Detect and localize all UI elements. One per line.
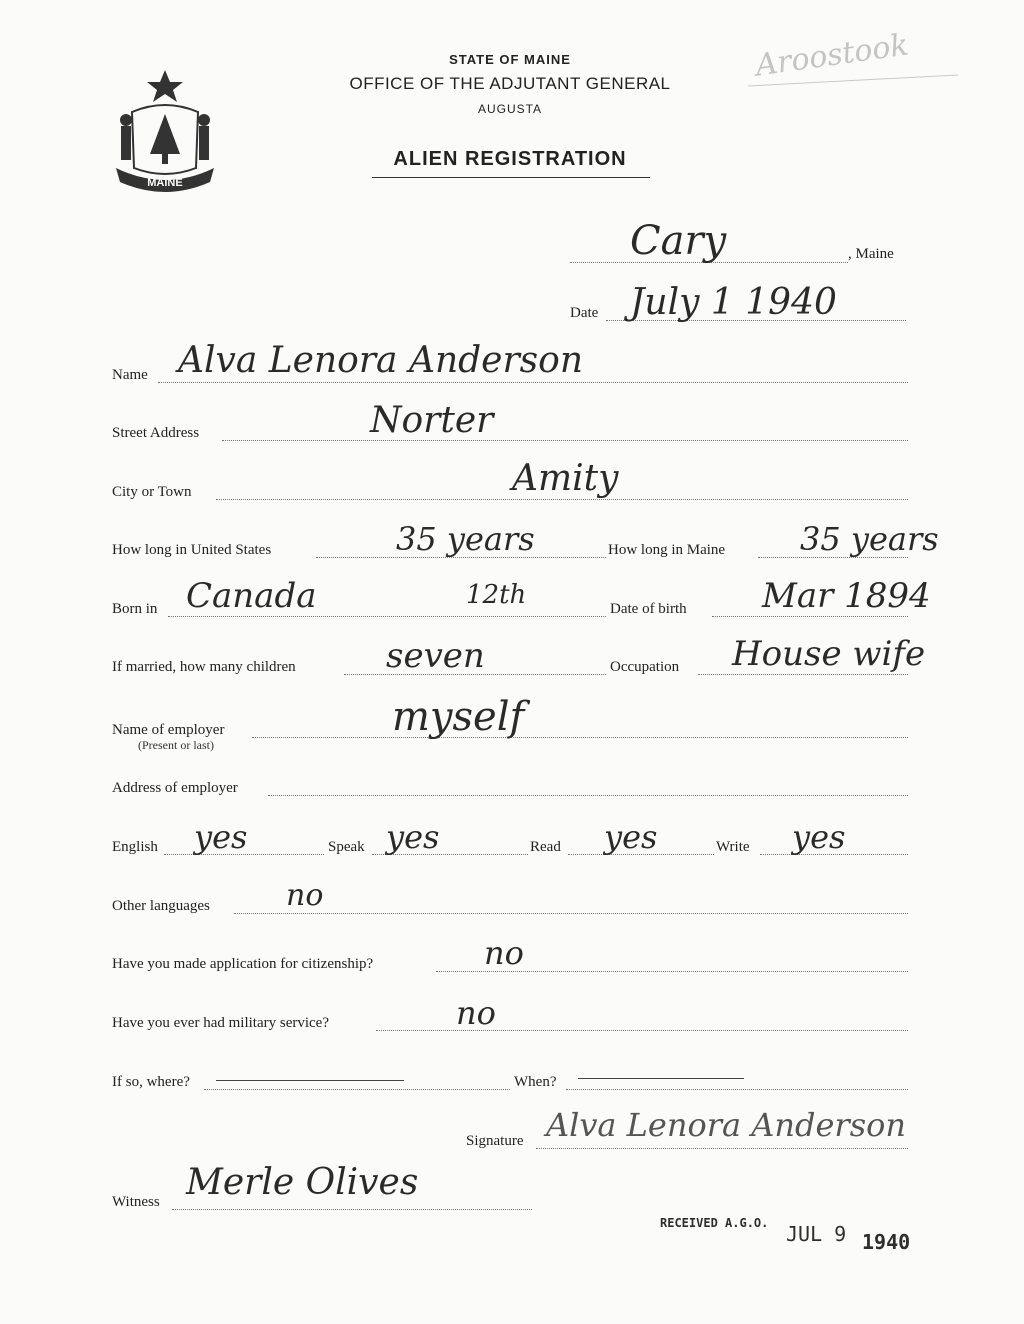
read-label: Read	[530, 839, 561, 855]
where-dash-mark	[216, 1080, 404, 1081]
other-languages-line	[234, 913, 908, 914]
where-line	[204, 1089, 510, 1090]
seal-banner-text: MAINE	[147, 177, 183, 189]
when-dash-mark	[578, 1078, 744, 1079]
english-label: English	[112, 839, 158, 855]
how-long-us-value: 35 years	[396, 520, 535, 558]
street-address-line	[222, 440, 908, 441]
date-of-birth-line	[712, 616, 908, 617]
employer-label: Name of employer	[112, 722, 225, 738]
county-pencil-note: Aroostook	[753, 27, 911, 84]
date-value: July 1 1940	[630, 282, 837, 323]
office-heading: OFFICE OF THE ADJUTANT GENERAL	[349, 74, 671, 93]
received-stamp-year: 1940	[862, 1230, 911, 1254]
city-line	[216, 499, 908, 500]
name-value: Alva Lenora Anderson	[178, 340, 584, 381]
name-line	[158, 382, 908, 383]
city-label: City or Town	[112, 484, 192, 500]
signature-line	[536, 1148, 908, 1149]
received-stamp-date: JUL 9	[786, 1222, 847, 1246]
military-value: no	[456, 994, 496, 1032]
speak-value: yes	[386, 818, 440, 856]
where-label: If so, where?	[112, 1074, 190, 1090]
when-label: When?	[514, 1074, 557, 1090]
when-line	[566, 1089, 908, 1090]
children-label: If married, how many children	[112, 659, 296, 675]
received-stamp-prefix: RECEIVED A.G.O.	[660, 1216, 769, 1230]
witness-label: Witness	[112, 1194, 160, 1210]
other-languages-label: Other languages	[112, 898, 210, 914]
maine-suffix: , Maine	[848, 246, 894, 262]
children-value: seven	[386, 636, 485, 676]
name-label: Name	[112, 367, 148, 383]
witness-value: Merle Olives	[186, 1162, 419, 1203]
city-heading: AUGUSTA	[477, 102, 543, 116]
read-value: yes	[604, 818, 658, 856]
occupation-label: Occupation	[610, 659, 680, 675]
date-of-birth-value: Mar 1894	[762, 576, 931, 616]
signature-value: Alva Lenora Anderson	[546, 1106, 907, 1144]
born-in-line	[168, 616, 606, 617]
occupation-value: House wife	[732, 634, 926, 674]
english-value: yes	[194, 818, 248, 856]
city-value: Amity	[512, 458, 619, 499]
date-label: Date	[570, 305, 599, 321]
occupation-line	[698, 674, 908, 675]
other-languages-value: no	[286, 878, 324, 913]
born-in-label: Born in	[112, 601, 158, 617]
write-value: yes	[792, 818, 846, 856]
write-label: Write	[716, 839, 750, 855]
how-long-maine-label: How long in Maine	[608, 542, 726, 558]
date-of-birth-label: Date of birth	[610, 601, 687, 617]
birth-day-value: 12th	[466, 580, 527, 610]
how-long-us-label: How long in United States	[112, 542, 272, 558]
how-long-maine-value: 35 years	[800, 520, 939, 558]
street-address-value: Norter	[370, 400, 494, 441]
citizenship-label: Have you made application for citizenship?	[112, 956, 374, 972]
citizenship-value: no	[484, 934, 524, 972]
state-heading: STATE OF MAINE	[449, 52, 571, 67]
speak-label: Speak	[328, 839, 365, 855]
employer-value: myself	[392, 694, 525, 740]
title-underline	[372, 177, 650, 178]
witness-line	[172, 1209, 532, 1210]
maine-state-seal-icon	[110, 68, 220, 192]
military-label: Have you ever had military service?	[112, 1015, 329, 1031]
employer-address-label: Address of employer	[112, 780, 238, 796]
employer-address-line	[268, 795, 908, 796]
street-address-label: Street Address	[112, 425, 200, 441]
form-title: ALIEN REGISTRATION	[393, 148, 627, 170]
born-in-value: Canada	[186, 576, 317, 616]
town-value: Cary	[630, 218, 727, 264]
employer-line	[252, 737, 908, 738]
signature-label: Signature	[466, 1133, 524, 1149]
employer-sublabel: (Present or last)	[138, 738, 214, 752]
